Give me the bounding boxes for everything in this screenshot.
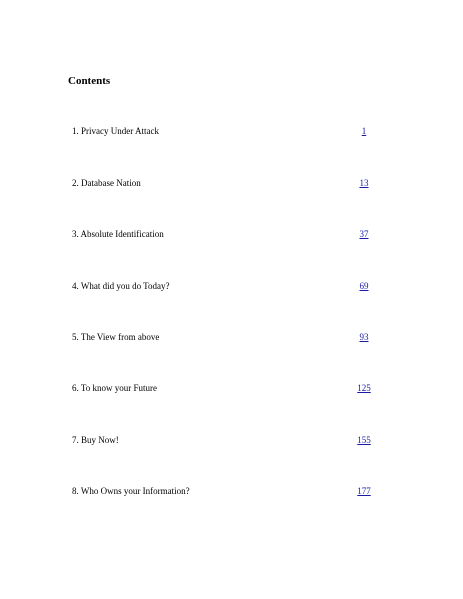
toc-entry [72, 381, 384, 395]
toc-entry [72, 484, 384, 498]
toc-entry [72, 124, 384, 138]
toc-page-link[interactable]: 125 [357, 383, 371, 393]
toc-page-link[interactable]: 155 [357, 435, 371, 445]
toc-entry-title: 5. The View from above [72, 332, 160, 342]
toc-page-link[interactable]: 177 [357, 486, 371, 496]
toc-entry-title: 2. Database Nation [72, 178, 141, 188]
toc-entry [72, 279, 384, 293]
toc-entry-title: 7. Buy Now! [72, 435, 119, 445]
toc-entry-title: 8. Who Owns your Information? [72, 486, 190, 496]
toc-entry [72, 176, 384, 190]
toc-page-link[interactable]: 13 [359, 178, 369, 188]
toc-page-link[interactable]: 69 [359, 281, 369, 291]
toc-entry [72, 330, 384, 344]
toc-entry [72, 433, 384, 447]
toc-page-link[interactable]: 93 [359, 332, 369, 342]
contents-heading: Contents [68, 75, 111, 87]
toc-entry-title: 1. Privacy Under Attack [72, 126, 159, 136]
toc-entry-title: 6. To know your Future [72, 383, 157, 393]
toc-entry-title: 3. Absolute Identification [72, 229, 164, 239]
toc-entry [72, 227, 384, 241]
toc-page-link[interactable]: 1 [361, 126, 367, 136]
toc-page-link[interactable]: 37 [359, 229, 369, 239]
toc-entry-title: 4. What did you do Today? [72, 281, 170, 291]
